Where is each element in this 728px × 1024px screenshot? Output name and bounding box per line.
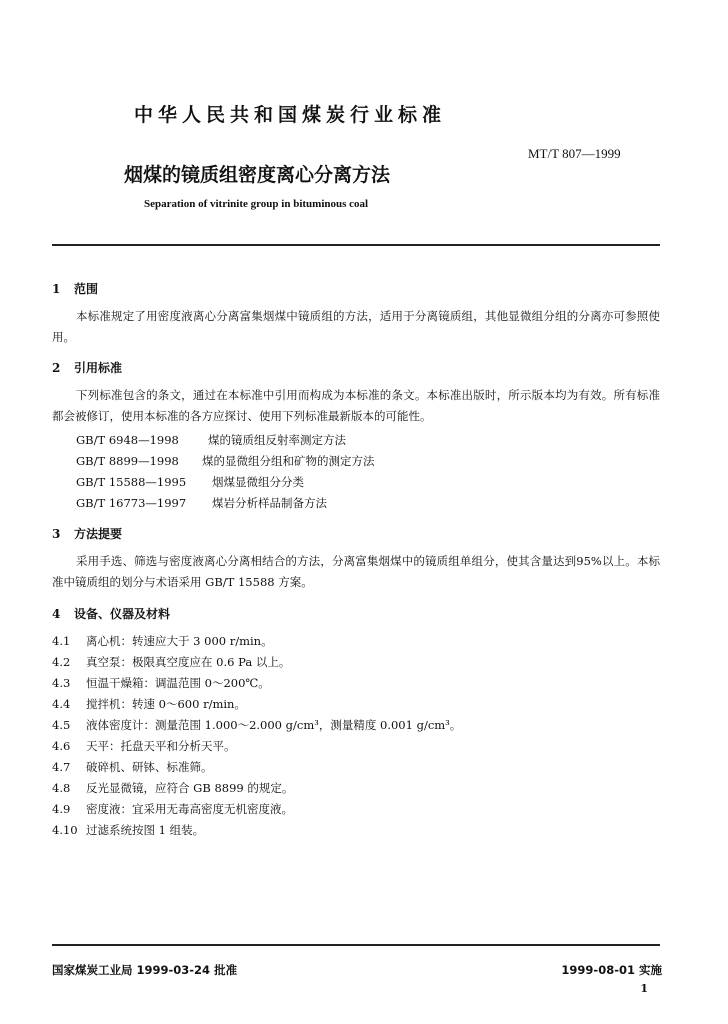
reference-name: 煤岩分析样品制备方法	[212, 496, 327, 510]
implementation-date: 1999-08-01 实施	[561, 963, 662, 977]
item-text: 过滤系统按图 1 组装。	[86, 823, 205, 837]
item-number: 4.4	[52, 697, 71, 711]
reference-item	[76, 453, 375, 469]
section-number: 1	[52, 282, 61, 296]
item-text: 密度液：宜采用无毒高密度无机密度液。	[86, 802, 293, 816]
section-number: 2	[52, 361, 61, 375]
issuing-agency: 中华人民共和国煤炭行业标准	[134, 104, 447, 126]
section-title: 方法提要	[74, 527, 123, 541]
item-number: 4.2	[52, 655, 71, 669]
section-title: 范围	[74, 282, 99, 296]
item-text: 真空泵：极限真空度应在 0.6 Pa 以上。	[86, 655, 291, 669]
references-paragraph: 下列标准包含的条文，通过在本标准中引用而构成为本标准的条文。本标准出版时，所示版本均为有效。所有标准都会被修订，使用本标准的各方应探讨、使用下列标准最新版本的可能性。	[52, 388, 660, 423]
item-number: 4.3	[52, 676, 71, 690]
item-text: 反光显微镜，应符合 GB 8899 的规定。	[86, 781, 294, 795]
reference-code: GB/T 8899—1998	[76, 454, 179, 468]
document-title: 烟煤的镜质组密度离心分离方法	[124, 164, 391, 186]
item-number: 4.5	[52, 718, 71, 732]
section-heading-method-summary	[52, 525, 122, 542]
equipment-item	[52, 717, 461, 733]
item-text: 液体密度计：测量范围 1.000～2.000 g/cm³，测量精度 0.001 g/cm³。	[86, 718, 462, 732]
section-number: 3	[52, 527, 61, 541]
reference-name: 煤的镜质组反射率测定方法	[208, 433, 346, 447]
scope-paragraph: 本标准规定了用密度液离心分离富集烟煤中镜质组的方法，适用于分离镜质组，其他显微组分组的分离亦可参照使用。	[52, 309, 660, 344]
equipment-item	[52, 822, 204, 838]
reference-name: 烟煤显微组分分类	[212, 475, 304, 489]
reference-code: GB/T 15588—1995	[76, 475, 187, 489]
section-title: 引用标准	[74, 361, 123, 375]
footer-divider	[52, 944, 660, 946]
approval-date: 国家煤炭工业局 1999-03-24 批准	[52, 963, 238, 977]
reference-name: 煤的显微组分组和矿物的测定方法	[202, 454, 375, 468]
equipment-item	[52, 738, 236, 754]
reference-item	[76, 474, 304, 490]
equipment-item	[52, 759, 213, 775]
section-number: 4	[52, 607, 61, 621]
item-text: 恒温干燥箱：调温范围 0～200℃。	[86, 676, 270, 690]
section-heading-references	[52, 359, 122, 376]
equipment-item	[52, 675, 270, 691]
section-title: 设备、仪器及材料	[74, 607, 171, 621]
equipment-item	[52, 654, 290, 670]
item-number: 4.8	[52, 781, 71, 795]
item-text: 破碎机、研钵、标准筛。	[86, 760, 213, 774]
reference-code: GB/T 16773—1997	[76, 496, 187, 510]
item-number: 4.1	[52, 634, 71, 648]
equipment-item	[52, 633, 273, 649]
item-text: 天平：托盘天平和分析天平。	[86, 739, 236, 753]
reference-item	[76, 495, 327, 511]
item-number: 4.10	[52, 823, 78, 837]
item-number: 4.7	[52, 760, 71, 774]
equipment-item	[52, 780, 293, 796]
section-heading-scope	[52, 280, 98, 297]
equipment-item	[52, 696, 246, 712]
item-text: 离心机：转速应大于 3 000 r/min。	[86, 634, 273, 648]
item-text: 搅拌机：转速 0～600 r/min。	[86, 697, 246, 711]
method-summary-paragraph: 采用手选、筛选与密度液离心分离相结合的方法，分离富集烟煤中的镜质组单组分，使其含量达到95%以上。本标准中镜质组的划分与术语采用 GB/T 15588 方案。	[52, 554, 660, 589]
item-number: 4.9	[52, 802, 71, 816]
page-number: 1	[640, 982, 648, 995]
item-number: 4.6	[52, 739, 71, 753]
standard-number: MT/T 807—1999	[528, 146, 621, 161]
section-heading-equipment	[52, 605, 170, 622]
document-title-english: Separation of vitrinite group in bituminous coal	[144, 198, 369, 210]
equipment-item	[52, 801, 293, 817]
reference-code: GB/T 6948—1998	[76, 433, 179, 447]
header-divider	[52, 244, 660, 246]
reference-item	[76, 432, 346, 448]
